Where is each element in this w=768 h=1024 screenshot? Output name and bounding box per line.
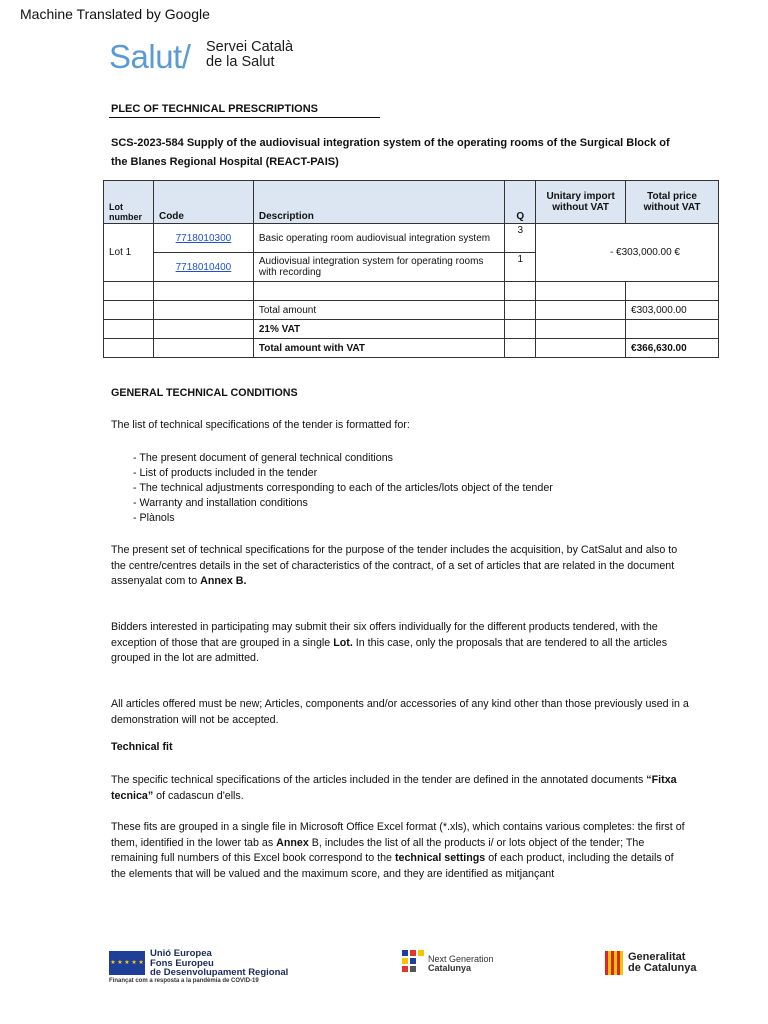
table-row	[104, 224, 719, 253]
eu-covid-note: Finançat com a resposta a la pandèmia de COVID-19	[109, 978, 259, 984]
p1-bold: Annex B.	[200, 575, 247, 587]
product-code-link[interactable]	[153, 253, 253, 282]
p1-text: The present set of technical specifications for the purpose of the tender includes the acquisition, by CatSalut and also to the centre/centres details in the set of characteristics of the contract, of a set of articles that are related in the document assenyalat com to	[111, 544, 678, 587]
logo-line-1: Servei Català	[206, 39, 294, 55]
ng-line-1: Next Generation	[428, 954, 494, 964]
generalitat-emblem-icon	[605, 951, 623, 975]
specifications-list	[133, 451, 553, 526]
product-quantity: 3	[505, 224, 536, 253]
product-description: Basic operating room audiovisual integration system	[253, 224, 504, 253]
total-vat-label: Total amount with VAT	[253, 339, 504, 358]
lots-table	[103, 180, 719, 358]
p5-text-a: These fits are grouped in a single file in Microsoft Office Excel format (*.xls), which contains various completes: the first of them, identified in the lower tab as	[111, 821, 685, 849]
p2-text-a: Bidders interested in participating may submit their six offers individually for the different products tendered, with the exception of those that are grouped in a single	[111, 621, 658, 649]
table-row-total-vat	[104, 339, 719, 358]
header-q: Q	[505, 181, 536, 224]
header-unit-price: Unitary import without VAT	[536, 181, 626, 224]
document-heading: PLEC OF TECHNICAL PRESCRIPTIONS	[111, 103, 318, 115]
list-item: - List of products included in the tender	[133, 467, 318, 479]
p4-text-b: of cadascun d'ells.	[153, 789, 244, 802]
eu-line-3: de Desenvolupament Regional	[150, 967, 289, 978]
intro-paragraph: The list of technical specifications of the tender is formatted for:	[111, 419, 410, 431]
vat-label: 21% VAT	[253, 320, 504, 339]
paragraph-acquisition	[111, 543, 691, 590]
code-link[interactable]: 7718010300	[175, 232, 232, 244]
table-row-empty	[104, 282, 719, 301]
p5-bold-annex: Annex	[276, 836, 309, 849]
logo-line-2: de la Salut	[206, 54, 275, 70]
eu-line-1: Unió Europea	[150, 948, 212, 959]
list-item: - Plànols	[133, 512, 175, 524]
code-link[interactable]: 7718010400	[175, 261, 232, 273]
next-generation-icon	[402, 950, 424, 972]
p2-text-b: In this case, only the proposals that are tendered to all the articles grouped in the lot are admitted.	[111, 636, 668, 664]
list-item: - The present document of general technical conditions	[133, 452, 394, 464]
table-row-total	[104, 301, 719, 320]
paragraph-excel-file	[111, 820, 691, 882]
total-vat-value: €366,630.00	[626, 339, 719, 358]
gen-line-1: Generalitat	[628, 951, 686, 963]
machine-translated-banner: Machine Translated by Google	[20, 6, 210, 22]
p5-text-c: of each product, including the details of the elements that will be valued and the maximum score, and they are identified as mitjançant	[111, 852, 674, 880]
p4-text-a: The specific technical specifications of the articles included in the tender are defined in the annotated documents	[111, 774, 647, 786]
product-code-link[interactable]	[153, 224, 253, 253]
header-code: Code	[153, 181, 253, 224]
paragraph-bidders	[111, 620, 691, 667]
header-lot-number: Lot number	[104, 181, 154, 224]
list-item: - The technical adjustments corresponding to each of the articles/lots object of the tender	[133, 482, 553, 494]
product-quantity: 1	[505, 253, 536, 282]
section-technical-fit: Technical fit	[111, 741, 173, 753]
eu-stars-icon: ★ ★ ★ ★ ★	[110, 960, 144, 966]
eu-line-2: Fons Europeu	[150, 957, 214, 969]
servei-catala-logo-text	[206, 40, 293, 70]
lot-price: - €303,000.00 €	[536, 224, 719, 282]
product-description: Audiovisual integration system for operating rooms with recording	[253, 253, 504, 282]
table-header-row	[104, 181, 719, 224]
total-amount-value: €303,000.00	[626, 301, 719, 320]
header-total-price: Total price without VAT	[626, 181, 719, 224]
paragraph-new-articles: All articles offered must be new; Articles, components and/or accessories of any kind other than those previously used in a demonstration will not be accepted.	[111, 698, 689, 726]
p2-bold: Lot.	[333, 636, 353, 649]
gen-line-2: de Catalunya	[628, 962, 697, 974]
p5-text-b: B, includes the list of all the products i/ or lots object of the tender; The remaining full numbers of this Excel book correspond to the	[111, 836, 645, 864]
heading-underline	[109, 117, 380, 118]
salut-logo: Salut/	[109, 38, 191, 75]
ng-line-2: Catalunya	[428, 963, 472, 973]
header-description: Description	[253, 181, 504, 224]
list-item: - Warranty and installation conditions	[133, 497, 308, 509]
p5-bold-settings: technical settings	[394, 852, 486, 864]
section-general-conditions: GENERAL TECHNICAL CONDITIONS	[111, 387, 298, 399]
p4-bold: “Fitxa tecnica”	[111, 774, 677, 802]
paragraph-technical-specs	[111, 773, 691, 804]
total-amount-label: Total amount	[253, 301, 504, 320]
eu-logo-text	[150, 949, 288, 978]
document-subtitle: SCS-2023-584 Supply of the audiovisual integration system of the operating rooms of the Surgical Block of the Blanes Regional Hospital (REACT-PAIS)	[111, 137, 670, 168]
next-generation-text	[428, 955, 494, 973]
lot-label: Lot 1	[104, 224, 154, 282]
table-row-vat	[104, 320, 719, 339]
generalitat-text	[628, 952, 696, 974]
